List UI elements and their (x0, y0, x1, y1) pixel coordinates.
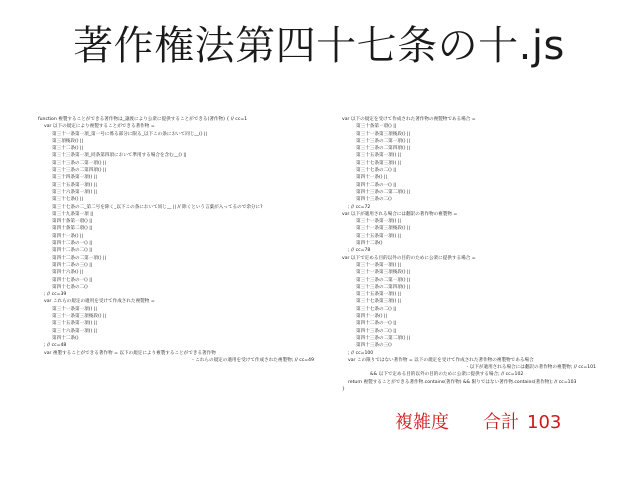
code-line: 第四十三条の二() (356, 197, 392, 203)
code-line: 第三十七条の二() || (356, 168, 397, 174)
code-line: 第三十五条第一項() || (52, 321, 97, 327)
code-line: var 以下の規定により複製することができる著作物 = (44, 124, 155, 130)
code-line: return 複製することができる著作物.contains(著作物) && 限りではない著作物.contains(著作物); // cc=103 (348, 379, 577, 385)
code-line: ; // cc=100 (348, 350, 374, 356)
code-line: 第三十三条の二第四項() || (52, 168, 107, 174)
code-line: function 複製することができる著作物は_譲渡により公衆に提供することができる(著作物) { // cc=1 (38, 117, 248, 122)
code-line: 第三十三条の二第一項() || (356, 138, 411, 144)
code-line: 第三十一条第三項後段() || (356, 131, 411, 137)
code-line: ; // cc=78 (348, 248, 371, 254)
code-line: 第四十六条() || (52, 270, 84, 276)
code-line: 第四十三条の二第二項() || (356, 335, 411, 341)
code-line: var 複製することができる著作物 = 以下の規定により複製することができる著作物 (44, 350, 216, 356)
code-line: var 以下が適用される場合には翻訳の著作物の複製物 = (342, 211, 458, 217)
code-line: 第四十三条の三() (356, 343, 392, 349)
code-line: 第四十二条の一() || (356, 321, 397, 327)
code-line: 第四十二条の二() || (52, 248, 93, 254)
code-line: 第三十七条第三項() || (356, 299, 401, 305)
code-line: var 以下の規定を受けて作成された著作物の複製物である場合 = (342, 117, 476, 122)
total-label: 合計 (483, 412, 519, 433)
code-line: 第三十三条の二第四項() || (356, 146, 411, 152)
code-line: 第四十三条の二() || (356, 328, 397, 334)
code-column-left (38, 116, 328, 364)
code-line: 第三十六条第一項() || (52, 328, 97, 334)
slide-title: 著作権法第四十七条の十.js (73, 23, 565, 69)
code-line: 第四十三条の二第二項() || (356, 189, 411, 195)
code-line: 第四十条第二項() || (52, 226, 93, 232)
complexity-label: 複雑度 (395, 412, 449, 433)
code-line: 第三十一条第一項() || (356, 262, 401, 268)
code-line: 第三十一条第一項_第一号に係る部分に限る_以下この条において同じ__() || (52, 131, 208, 137)
code-line: 第三十条第一項() || (356, 124, 397, 130)
code-line: 第三十一条第三項後段() || (52, 314, 107, 320)
code-line: 第三十一条第一項() || (356, 219, 401, 225)
code-line: 第四十二条の二第一項() || (52, 255, 107, 261)
code-line: 第三十九条第一項 || (52, 211, 94, 217)
code-line: 第三十七条の二() || (356, 306, 397, 312)
code-line: 第四十二条の一() || (52, 241, 93, 247)
code-line: 第四十条第一項() || (52, 219, 93, 225)
code-line: 第三十三条第一項_同条第四項において準用する場合を含む__() || (52, 153, 187, 159)
code-line: 第三十五条第一項() || (52, 182, 97, 188)
code-line: var これらの規定の適用を受けて作成された複製物 = (44, 299, 155, 305)
code-line: 第三十七条の二_第二号を除く_以下この条において同じ__ || // 除くという言葉が入ってるので余分に? (52, 204, 263, 210)
code-line: - これらの規定の適用を受けて作成された複製物; // cc=49 (192, 357, 314, 363)
code-line: var この限りではない著作物 = 以下の規定を受けて作成された著作物の複製物である場合 (348, 357, 534, 363)
code-line: 第四十二条の一() || (356, 182, 397, 188)
code-line: 第三十五条第一項() || (356, 233, 401, 239)
code-line: 第三十七条() || (52, 197, 84, 203)
code-line: 第四十七条の二() (52, 284, 88, 290)
code-line: 第三項後段() || (52, 138, 84, 144)
code-line: 第三十五条第一項() || (356, 292, 401, 298)
code-line: 第四十一条() || (52, 233, 84, 239)
complexity-summary (395, 408, 561, 434)
code-line: 第四十二条() (52, 335, 79, 341)
code-line: ; // cc=48 (44, 343, 67, 349)
code-line: 第三十三条の二第一項() || (356, 277, 411, 283)
code-column-right (342, 116, 610, 393)
code-line: 第三十三条の二第四項() || (356, 284, 411, 290)
code-line: 第四十二条() (356, 241, 383, 247)
code-line: 第三十六条第一項() || (52, 189, 97, 195)
code-line: 第三十一条第三項後段() || (356, 270, 411, 276)
code-line: 第三十四条第一項() || (52, 175, 97, 181)
code-line: 第四十二条の三() || (52, 262, 93, 268)
code-line: } (342, 386, 345, 392)
code-line: - 以下が適用される場合には翻訳の著作物の複製物; // cc=101 (466, 365, 596, 371)
code-line: 第三十五条第一項() || (356, 153, 401, 159)
code-line: 第三十七条第三項() || (356, 160, 401, 166)
code-line: 第四十一条() || (356, 175, 388, 181)
code-line: 第三十一条第一項() || (52, 306, 97, 312)
code-line: 第三十一条第三項後段() || (356, 226, 411, 232)
code-line: 第四十七条の一() || (52, 277, 93, 283)
total-value: 103 (527, 412, 562, 433)
code-line: ; // cc=39 (44, 292, 67, 298)
code-line: 第四十一条() || (356, 314, 388, 320)
code-line: 第三十三条の二第一項() || (52, 160, 107, 166)
code-line: 第三十二条() || (52, 146, 84, 152)
code-line: ; // cc=72 (348, 204, 371, 210)
code-line: var 以下で定める目的以外の目的のために公衆に提供する場合 = (342, 255, 476, 261)
code-line: && 以下で定める目的以外の目的のために公衆に提供する場合; // cc=102 (370, 372, 524, 378)
